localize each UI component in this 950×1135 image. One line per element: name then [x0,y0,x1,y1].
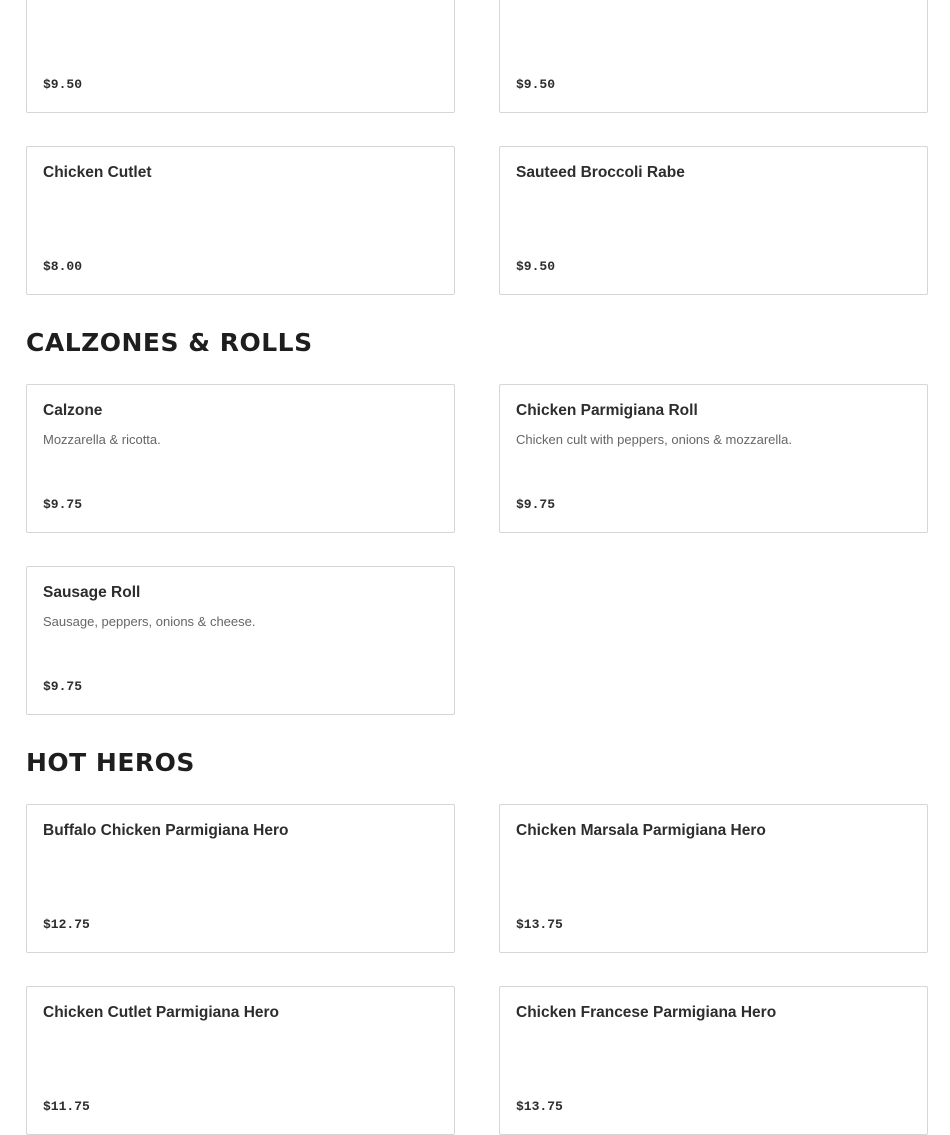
menu-item-name: Chicken Cutlet Parmigiana Hero [43,1004,280,1021]
menu-item-card[interactable] [26,146,455,295]
menu-item-name: Chicken Marsala Parmigiana Hero [516,822,766,839]
menu-item-price: $13.75 [516,917,563,932]
menu-item-card[interactable] [26,384,455,533]
menu-item-name: Sausage Roll [43,584,141,601]
menu-item-description: Chicken cult with peppers, onions & mozzarella. [516,432,793,447]
menu-item-price: $9.50 [516,259,556,274]
menu-item-name: Chicken Parmigiana Roll [516,402,698,419]
menu-item-card[interactable] [499,146,928,295]
menu-item-name: Chicken Francese Parmigiana Hero [516,1004,777,1021]
menu-item-price: $12.75 [43,917,90,932]
menu-item-card[interactable] [26,0,455,113]
menu-item-price: $11.75 [43,1099,90,1114]
menu-item-price: $8.00 [43,259,83,274]
menu-item-card[interactable] [499,0,928,113]
menu-item-name: Buffalo Chicken Parmigiana Hero [43,822,289,839]
section-title-calzones: CALZONES & ROLLS [26,328,313,357]
menu-item-price: $9.50 [43,77,83,92]
menu-item-card[interactable] [499,384,928,533]
menu-item-card[interactable] [26,566,455,715]
menu-item-description: Sausage, peppers, onions & cheese. [43,614,256,629]
menu-item-price: $9.75 [43,679,83,694]
menu-item-card[interactable] [499,804,928,953]
menu-item-name: Chicken Cutlet [43,164,152,181]
menu-item-card[interactable] [26,986,455,1135]
menu-item-name: Sauteed Broccoli Rabe [516,164,685,181]
menu-item-card[interactable] [26,804,455,953]
menu-item-price: $13.75 [516,1099,563,1114]
section-title-hot-heros: HOT HEROS [26,748,195,777]
menu-item-name: Calzone [43,402,103,419]
menu-item-card[interactable] [499,986,928,1135]
menu-item-price: $9.50 [516,77,556,92]
menu-item-price: $9.75 [43,497,83,512]
menu-item-price: $9.75 [516,497,556,512]
menu-item-description: Mozzarella & ricotta. [43,432,161,447]
